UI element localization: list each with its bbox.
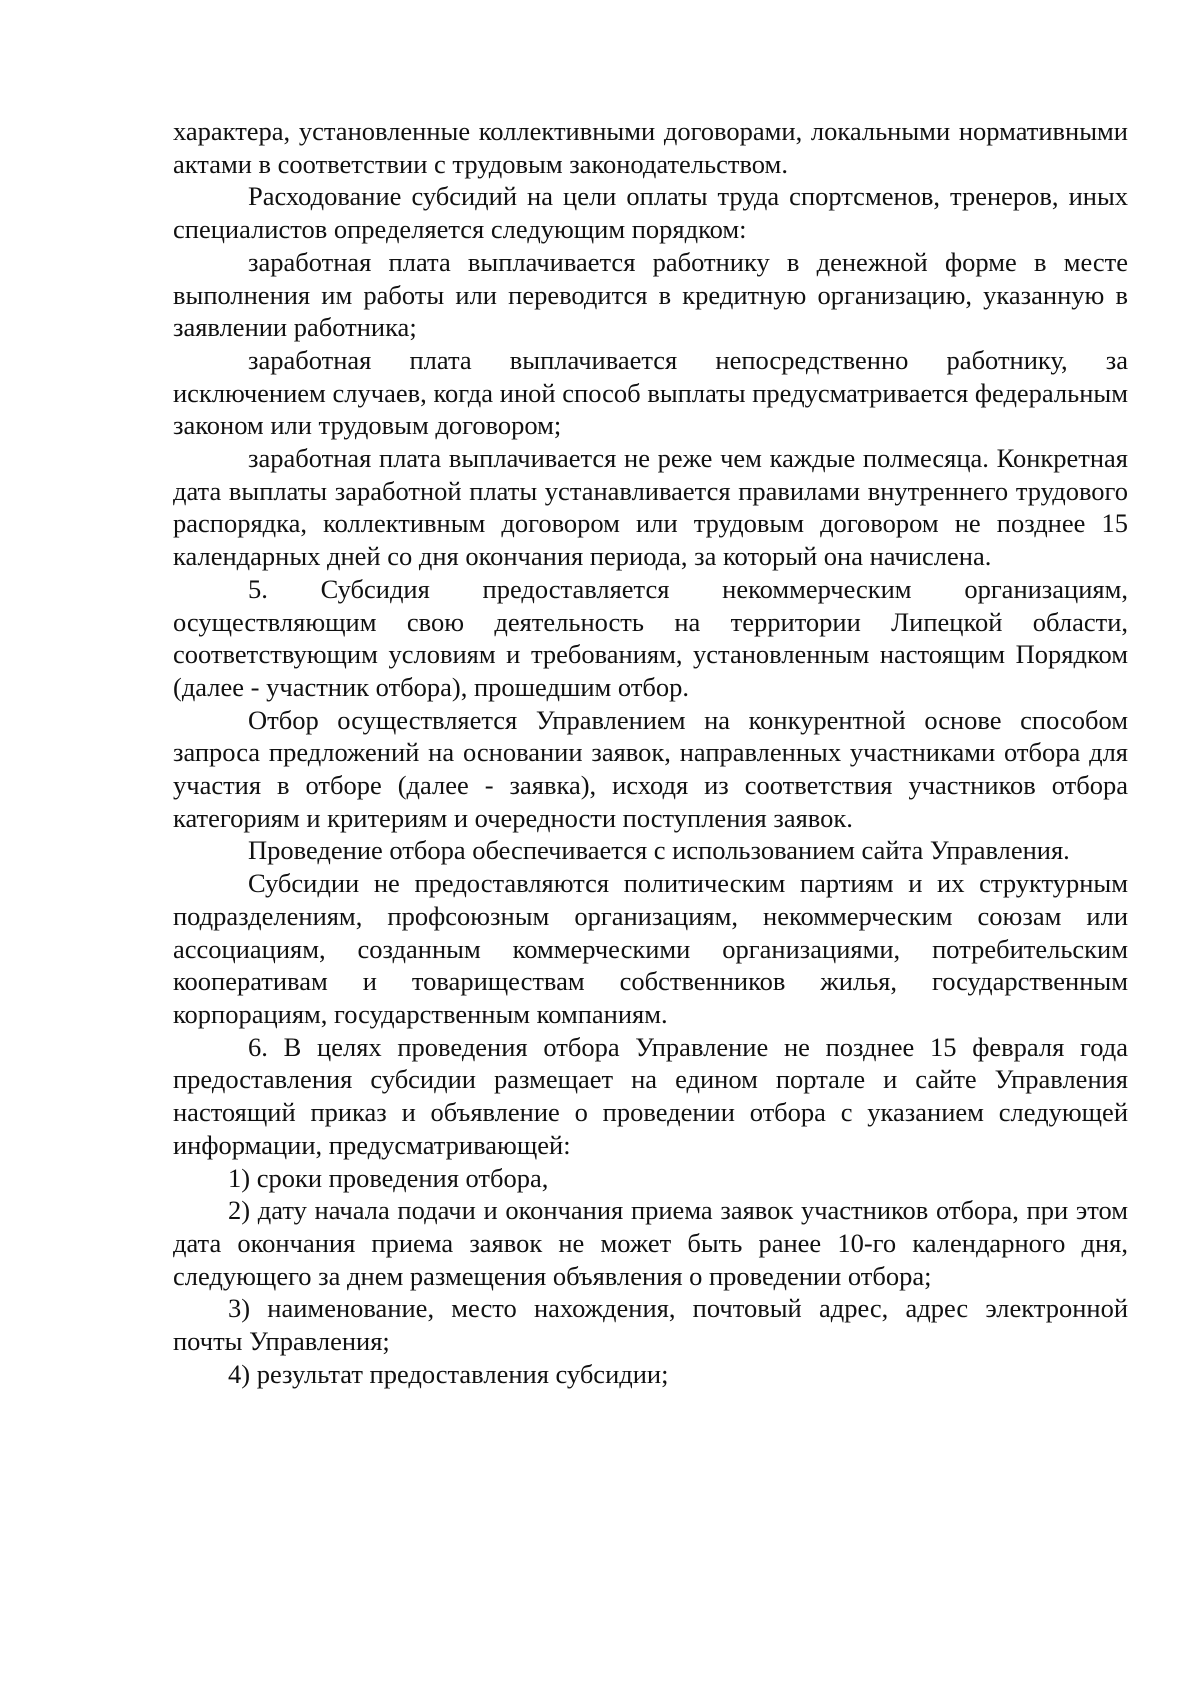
list-item-1: 1) сроки проведения отбора, bbox=[228, 1162, 549, 1193]
paragraph-selection-site: Проведение отбора обеспечивается с использованием сайта Управления. bbox=[248, 835, 1070, 866]
paragraph-continuation: характера, установленные коллективными договорами, локальными нормативными актами в соответствии с трудовым законодательством. bbox=[173, 116, 1128, 179]
paragraph-salary-direct: заработная плата выплачивается непосредственно работнику, за исключением случаев, когда иной способ выплаты предусматривается федеральным законом или трудовым договором; bbox=[173, 344, 1128, 441]
list-item-4: 4) результат предоставления субсидии; bbox=[228, 1358, 669, 1389]
paragraph-salary-form: заработная плата выплачивается работнику в денежной форме в месте выполнения им работы или переводится в кредитную организацию, указанную в заявлении работника; bbox=[173, 246, 1128, 343]
document-body bbox=[173, 115, 1128, 1390]
paragraph-item-6: 6. В целях проведения отбора Управление не позднее 15 февраля года предоставления субсидии размещает на едином портале и сайте Управления настоящий приказ и объявление о проведении отбора с указанием следующей информации, предусматривающей: bbox=[173, 1031, 1128, 1160]
list-item-3: 3) наименование, место нахождения, почтовый адрес, адрес электронной почты Управления; bbox=[173, 1293, 1128, 1357]
list-item-2: 2) дату начала подачи и окончания приема заявок участников отбора, при этом дата окончания приема заявок не может быть ранее 10-го календарного дня, следующего за днем размещения объявления о проведении отбора; bbox=[173, 1195, 1128, 1291]
paragraph-item-5: 5. Субсидия предоставляется некоммерческим организациям, осуществляющим свою деятельность на территории Липецкой области, соответствующим условиям и требованиям, установленным настоящим Порядком (далее - участник отбора), прошедшим отбор. bbox=[173, 573, 1128, 702]
paragraph-selection-basis: Отбор осуществляется Управлением на конкурентной основе способом запроса предложений на основании заявок, направленных участниками отбора для участия в отборе (далее - заявка), исходя из соответствия участников отбора категориям и критериям и очередности поступления заявок. bbox=[173, 704, 1128, 833]
paragraph-exclusions: Субсидии не предоставляются политическим партиям и их структурным подразделениям, профсоюзным организациям, некоммерческим союзам или ассоциациям, созданным коммерческими организациями, потребительским кооперативам и товариществам собственников жилья, государственным корпорациям, государственным компаниям. bbox=[173, 868, 1128, 1029]
paragraph-salary-frequency: заработная плата выплачивается не реже чем каждые полмесяца. Конкретная дата выплаты заработной платы устанавливается правилами внутреннего трудового распорядка, коллективным договором или трудовым договором не позднее 15 календарных дней со дня окончания периода, за который она начислена. bbox=[173, 443, 1128, 572]
paragraph-salary-spending: Расходование субсидий на цели оплаты труда спортсменов, тренеров, иных специалистов определяется следующим порядком: bbox=[173, 181, 1128, 245]
